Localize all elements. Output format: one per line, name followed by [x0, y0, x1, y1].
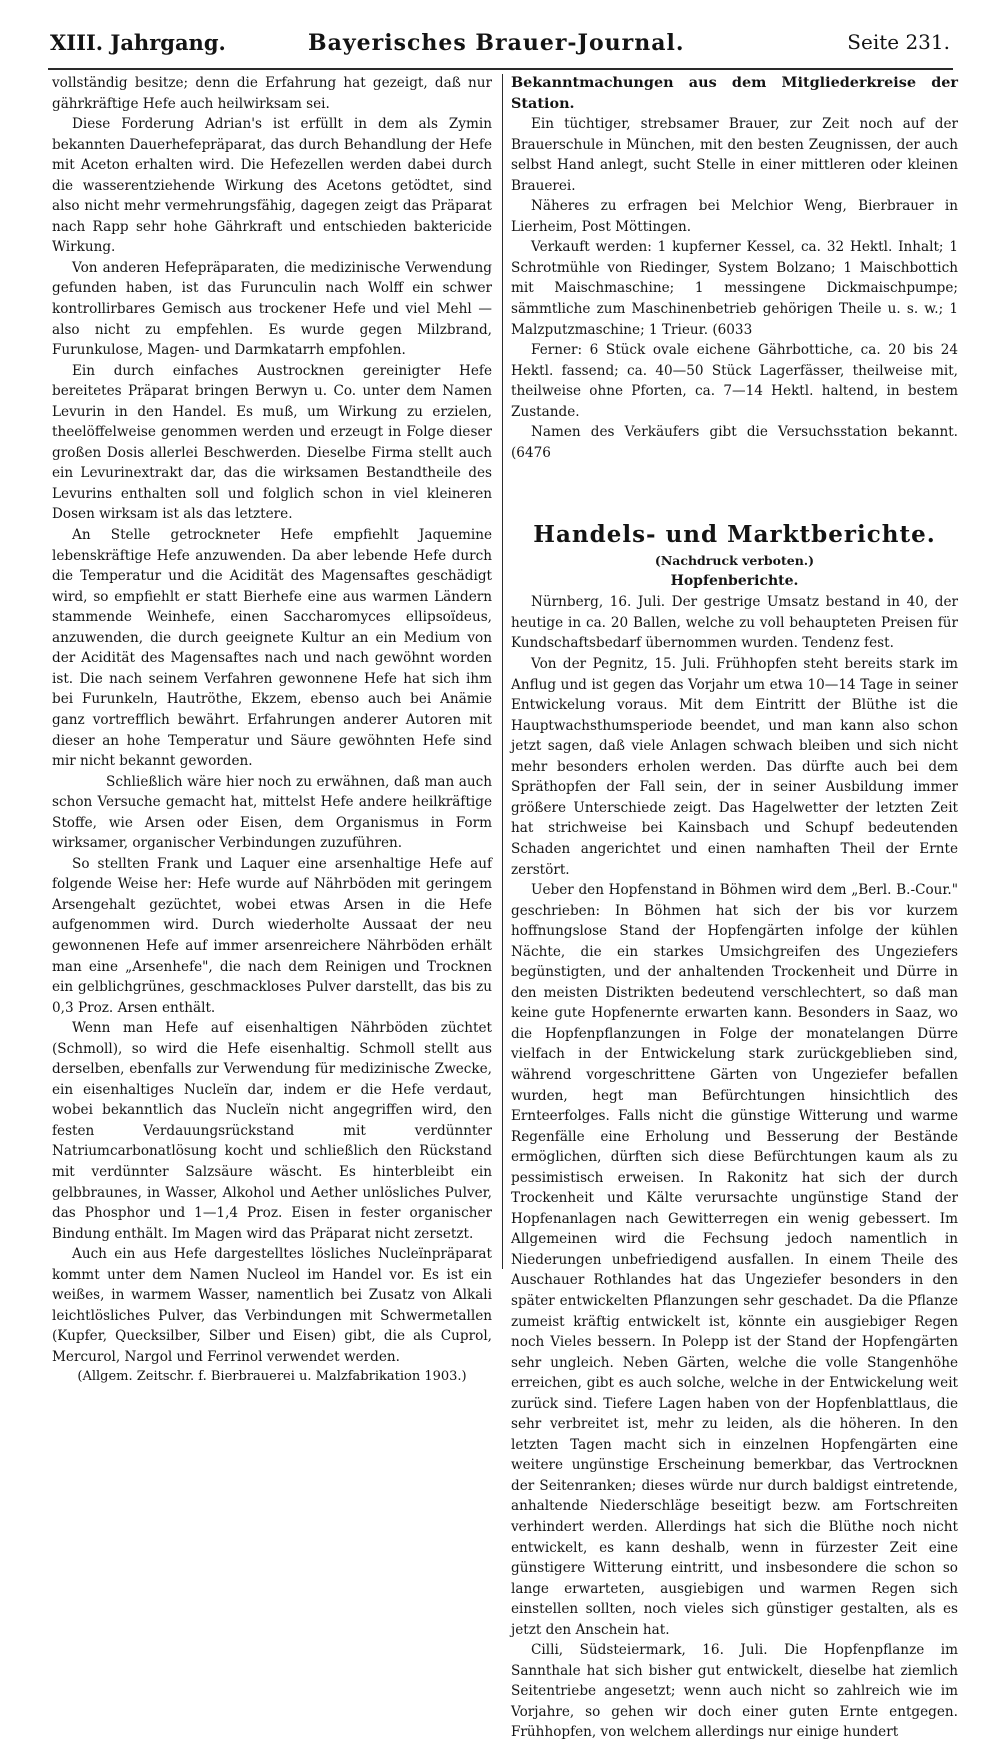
- paragraph: Wenn man Hefe auf eisenhaltigen Nährböden züchtet (Schmoll), so wird die Hefe eisenhaltig. Schmoll stellt aus derselben, ebenfalls zur Verwendung für medizinische Zwecke, ein eisenhaltiges Nucleïn dar, indem er die Hefe verdaut, wobei bekanntlich das Nucleïn nicht angegriffen wird, den festen Verdauungsrückstand mit verdünnter Natriumcarbonatlösung kocht und schließlich den Rückstand mit verdünnter Salzsäure wäscht. Es hinterbleibt ein gelbbraunes, in Wasser, Alkohol und Aether unlösliches Pulver, das Phosphor und 1—1,4 Proz. Eisen in fester organischer Bindung enthält. Im Magen wird das Präparat nicht zersetzt.: [52, 1020, 492, 1242]
- section-title: Handels- und Marktberichte.: [533, 521, 936, 549]
- hop-reports-heading: Hopfenberichte.: [670, 573, 799, 590]
- paragraph: So stellten Frank und Laquer eine arsenhaltige Hefe auf folgende Weise her: Hefe wurde auf Nährböden mit geringem Arsengehalt gezüchtet, wobei etwas Arsen in die Hefe aufgenommen wird. Durch wiederholte Aussaat der neu gewonnenen Hefe auf immer arsenreichere Nährböden erhält man eine „Arsenhefe", die nach dem Reinigen und Trocknen ein gelblichgrünes, geschmackloses Pulver darstellt, das bis zu 0,3 Proz. Arsen enthält.: [52, 855, 492, 1016]
- paragraph: Ein durch einfaches Austrocknen gereinigter Hefe bereitetes Präparat bringen Berwyn u. Co. unter dem Namen Levurin in den Handel. Es muß, um Wirkung zu erzielen, theelöffelweise genommen werden und erzeugt in Folge dieser großen Dosis allerlei Beschwerden. Dieselbe Firma stellt auch ein Levurinextrakt dar, das die wirksamen Bestandtheile des Levurins enthalten soll und folglich schon in viel kleineren Dosen wirksam ist als das letztere.: [52, 362, 492, 523]
- paragraph: Von anderen Hefepräparaten, die medizinische Verwendung gefunden haben, ist das Furunculin nach Wolff ein schwer kontrollirbares Gemisch aus trockener Hefe und viel Mehl — also nicht zu empfehlen. Es wurde gegen Milzbrand, Furunkulose, Magen- und Darmkatarrh empfohlen.: [52, 259, 492, 359]
- market-report: Cilli, Südsteiermark, 16. Juli. Die Hopfenpflanze im Sannthale hat sich bisher gut entwickelt, dieselbe hat ziemlich Seitentriebe angesetzt; wenn auch nicht so zahlreich wie im Vorjahre, so gehen wir doch einer guten Ernte entgegen. Frühhopfen, von welchem allerdings nur einige hundert: [511, 1642, 958, 1741]
- announcement: Ein tüchtiger, strebsamer Brauer, zur Zeit noch auf der Brauerschule in München, mit den besten Zeugnissen, der auch selbst Hand anlegt, sucht Stelle in einer mittleren oder kleinen Brauerei.: [511, 116, 958, 194]
- market-report: Von der Pegnitz, 15. Juli. Frühhopfen steht bereits stark im Anflug und ist gegen das Vorjahr um etwa 10—14 Tage in seiner Entwickelung voraus. Mit dem Eintritt der Blüthe ist die Hauptwachsthumsperiode beendet, und man kann also schon jetzt sagen, daß viele Anlagen schwach bleiben und sich nicht mehr besonders erholen werden. Das dürfte auch bei dem Spräthopfen der Fall sein, der in seiner Ausbildung immer größere Unterschiede zeigt. Das Hagelwetter der letzten Zeit hat strichweise bei Kainsbach und Schupf bedeutenden Schaden angerichtet und einen namhaften Theil der Ernte zerstört.: [511, 656, 958, 878]
- announcement: Namen des Verkäufers gibt die Versuchsstation bekannt. (6476: [511, 424, 958, 461]
- left-column: [52, 73, 492, 1388]
- page-number: Seite 231.: [847, 30, 950, 54]
- right-column: [511, 73, 958, 1743]
- market-report: Ueber den Hopfenstand in Böhmen wird dem „Berl. B.-Cour." geschrieben: In Böhmen hat sich der bis vor kurzem hoffnungslose Stand der Hopfengärten infolge der kühlen Nächte, die ein starkes Umsichgreifen des Ungeziefers begünstigten, und der anhaltenden Trockenheit und Dürre in den meisten Distrikten bedeutend verschlechtert, so daß man keine gute Hopfenernte erwarten kann. Besonders in Saaz, wo die Hopfenpflanzungen in Folge der monatelangen Dürre vielfach in der Entwickelung stark zurückgeblieben sind, während vorgeschrittene Gärten von Ungeziefer befallen wurden, hegt man Befürchtungen hinsichtlich des Ernteerfolges. Falls nicht die günstige Witterung und warme Regenfälle eine Erholung und Besserung der Bestände ermöglichen, dürften sich diese Befürchtungen kaum als zu pessimistisch erweisen. In Rakonitz hat sich der durch Trockenheit und Kälte verursachte ungünstige Stand der Hopfenanlagen nach Gewitterregen ein wenig gebessert. Im Allgemeinen wird die Fechsung jedoch namentlich in Niederungen unbefriedigend ausfallen. In einem Theile des Auschauer Rothlandes hat das Ungeziefer besonders in den später entwickelten Pflanzungen sehr geschadet. Da die Pflanze zumeist kräftig entwickelt ist, könnte ein ausgiebiger Regen noch Vieles bessern. In Polepp ist der Stand der Hopfengärten sehr ungleich. Neben Gärten, welche die volle Stangenhöhe erreichen, gibt es auch solche, welche in der Entwickelung weit zurück sind. Tiefere Lagen haben von der Hopfenblattlaus, die sehr verbreitet ist, mehr zu leiden, als die höheren. In den letzten Tagen macht sich in einzelnen Hopfengärten eine weitere ungünstige Erscheinung bemerkbar, das Vertrocknen der Seitenranken; dieses würde nur durch baldigst eintretende, anhaltende Niederschläge beseitigt bezw. am Fortschreiten verhindert werden. Allerdings hat sich die Blüthe noch nicht entwickelt, es kann deshalb, wenn in fürzester Zeit eine günstigere Witterung eintritt, und insbesondere die schon so lange erwarteten, ausgiebigen und warmen Regen sich einstellen sollten, noch vieles sich günstiger gestalten, als es jetzt den Anschein hat.: [511, 882, 958, 1638]
- volume-label: XIII. Jahrgang.: [50, 30, 226, 55]
- market-report: Nürnberg, 16. Juli. Der gestrige Umsatz bestand in 40, der heutige in ca. 20 Ballen, welche zu voll behaupteten Preisen für Kundschaftsbedarf übernommen wurden. Tendenz fest.: [511, 594, 958, 652]
- section-subtitle: (Nachdruck verboten.): [654, 553, 815, 569]
- page-header: [50, 30, 950, 66]
- paragraph: Schließlich wäre hier noch zu erwähnen, daß man auch schon Versuche gemacht hat, mittelst Hefe andere heilkräftige Stoffe, wie Arsen oder Eisen, dem Organismus in Form wirksamer, organischer Verbindungen zuzuführen.: [52, 773, 492, 852]
- announcements-heading: Bekanntmachungen aus dem Mitgliederkreise der Station.: [511, 74, 958, 112]
- paragraph: Diese Forderung Adrian's ist erfüllt in dem als Zymin bekannten Dauerhefepräparat, das durch Behandlung der Hefe mit Aceton erhalten wird. Die Hefezellen werden dabei durch die wasserentziehende Wirkung des Acetons getödtet, sind also nicht mehr vermehrungsfähig, dagegen zeigt das Präparat nach Rapp sehr hohe Gährkraft und entschieden baktericide Wirkung.: [52, 116, 492, 256]
- column-divider: [502, 74, 503, 1269]
- announcement: Ferner: 6 Stück ovale eichene Gährbottiche, ca. 20 bis 24 Hektl. fassend; ca. 40—50 Stück Lagerfässer, theilweise mit, theilweise ohne Pforten, ca. 7—14 Hektl. haltend, in bestem Zustande.: [511, 342, 958, 420]
- source-citation: (Allgem. Zeitschr. f. Bierbrauerei u. Malzfabrikation 1903.): [77, 1369, 467, 1385]
- journal-title: Bayerisches Brauer-Journal.: [308, 30, 685, 56]
- header-rule: [48, 68, 953, 70]
- announcement: Verkauft werden: 1 kupferner Kessel, ca. 32 Hektl. Inhalt; 1 Schrotmühle von Riedinger, System Bolzano; 1 Maischbottich mit Maischmaschine; 1 messingene Dickmaischpumpe; sämmtliche zum Maschinenbetrieb gehörigen Theile u. s. w.; 1 Malzputzmaschine; 1 Trieur. (6033: [511, 239, 958, 338]
- paragraph: vollständig besitze; denn die Erfahrung hat gezeigt, daß nur gährkräftige Hefe auch heilwirksam sei.: [52, 75, 492, 112]
- paragraph: Auch ein aus Hefe dargestelltes lösliches Nucleïnpräparat kommt unter dem Namen Nucleol im Handel vor. Es ist ein weißes, in warmem Wasser, namentlich bei Zusatz von Alkali leichtlösliches Pulver, das Verbindungen mit Schwermetallen (Kupfer, Quecksilber, Silber und Eisen) gibt, die als Cuprol, Mercurol, Nargol und Ferrinol verwendet werden.: [52, 1246, 492, 1365]
- announcement: Näheres zu erfragen bei Melchior Weng, Bierbrauer in Lierheim, Post Möttingen.: [511, 198, 958, 235]
- paragraph: An Stelle getrockneter Hefe empfiehlt Jaquemine lebenskräftige Hefe anzuwenden. Da aber lebende Hefe durch die Temperatur und die Acidität des Magensaftes geschädigt wird, so empfiehlt er statt Bierhefe eine aus warmen Ländern stammende Weinhefe, einen Saccharomyces ellipsoïdeus, anzuwenden, die durch geeignete Kultur an ein Medium von der Acidität des Magensaftes nach und nach gewöhnt worden ist. Die nach seinem Verfahren gewonnene Hefe hat sich ihm bei Furunkeln, Hautröthe, Ekzem, ebenso auch bei Anämie ganz vortrefflich bewährt. Erfahrungen anderer Autoren mit dieser an hohe Temperatur und Säure gewöhnten Hefe sind mir nicht bekannt geworden.: [52, 527, 492, 770]
